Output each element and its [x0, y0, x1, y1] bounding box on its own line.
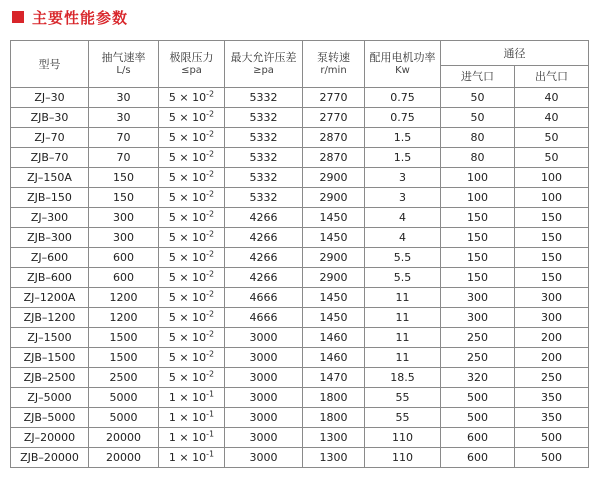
header-motor-power: 配用电机功率 Kw: [365, 41, 441, 88]
inlet-cell: 150: [441, 228, 515, 248]
outlet-cell: 200: [515, 328, 589, 348]
pressure-times-ten: × 10: [175, 151, 207, 164]
inlet-cell: 500: [441, 388, 515, 408]
table-row: [11, 228, 589, 248]
pump-speed-cell: 70: [89, 148, 159, 168]
model-cell: ZJB–2500: [11, 368, 89, 388]
pressure-mantissa: 5: [168, 211, 176, 224]
pump-speed-cell: 600: [89, 248, 159, 268]
ultimate-pressure-cell: [159, 148, 225, 168]
ultimate-pressure-cell: [159, 168, 225, 188]
outlet-cell: 500: [515, 428, 589, 448]
pressure-exponent: -1: [206, 449, 215, 459]
max-pressure-diff-cell: 3000: [225, 428, 303, 448]
ultimate-pressure-cell: [159, 348, 225, 368]
inlet-cell: 100: [441, 168, 515, 188]
pressure-exponent: -2: [206, 369, 215, 379]
pump-speed-cell: 150: [89, 188, 159, 208]
model-cell: ZJB–1200: [11, 308, 89, 328]
pressure-exponent: -2: [206, 289, 215, 299]
ultimate-pressure-cell: [159, 288, 225, 308]
table-row: [11, 148, 589, 168]
pressure-mantissa: 1: [168, 451, 176, 464]
max-pressure-diff-cell: 3000: [225, 368, 303, 388]
ultimate-pressure-cell: [159, 248, 225, 268]
pressure-times-ten: × 10: [175, 211, 207, 224]
pressure-mantissa: 5: [168, 371, 176, 384]
model-cell: ZJ–1500: [11, 328, 89, 348]
rotation-speed-cell: 2900: [303, 268, 365, 288]
pressure-mantissa: 5: [168, 151, 176, 164]
model-cell: ZJB–600: [11, 268, 89, 288]
table-row: [11, 168, 589, 188]
table-row: [11, 348, 589, 368]
ultimate-pressure-cell: [159, 108, 225, 128]
model-cell: ZJB–20000: [11, 448, 89, 468]
outlet-cell: 350: [515, 388, 589, 408]
ultimate-pressure-cell: [159, 448, 225, 468]
header-max-pressure-diff: 最大允许压差 ≥pa: [225, 41, 303, 88]
inlet-cell: 600: [441, 448, 515, 468]
max-pressure-diff-cell: 3000: [225, 348, 303, 368]
motor-power-cell: 110: [365, 428, 441, 448]
pump-speed-cell: 30: [89, 88, 159, 108]
header-bore: 通径: [441, 41, 589, 66]
rotation-speed-cell: 1300: [303, 428, 365, 448]
model-cell: ZJB–150: [11, 188, 89, 208]
ultimate-pressure-cell: [159, 428, 225, 448]
rotation-speed-cell: 1800: [303, 408, 365, 428]
pressure-times-ten: × 10: [175, 111, 207, 124]
rotation-speed-cell: 2900: [303, 188, 365, 208]
rotation-speed-cell: 1800: [303, 388, 365, 408]
table-row: [11, 248, 589, 268]
outlet-cell: 300: [515, 288, 589, 308]
ultimate-pressure-cell: [159, 128, 225, 148]
pump-speed-cell: 20000: [89, 448, 159, 468]
pressure-times-ten: × 10: [175, 451, 207, 464]
inlet-cell: 100: [441, 188, 515, 208]
pressure-times-ten: × 10: [175, 231, 207, 244]
max-pressure-diff-cell: 5332: [225, 168, 303, 188]
pressure-exponent: -2: [206, 229, 215, 239]
motor-power-cell: 11: [365, 348, 441, 368]
pressure-times-ten: × 10: [175, 251, 207, 264]
pressure-times-ten: × 10: [175, 311, 207, 324]
pump-speed-cell: 1500: [89, 348, 159, 368]
ultimate-pressure-cell: [159, 388, 225, 408]
pressure-exponent: -2: [206, 169, 215, 179]
model-cell: ZJ–150A: [11, 168, 89, 188]
outlet-cell: 100: [515, 168, 589, 188]
ultimate-pressure-cell: [159, 308, 225, 328]
ultimate-pressure-cell: [159, 208, 225, 228]
inlet-cell: 50: [441, 108, 515, 128]
motor-power-cell: 1.5: [365, 148, 441, 168]
rotation-speed-cell: 1300: [303, 448, 365, 468]
motor-power-cell: 3: [365, 188, 441, 208]
performance-table: [10, 40, 589, 468]
max-pressure-diff-cell: 4266: [225, 208, 303, 228]
rotation-speed-cell: 1470: [303, 368, 365, 388]
model-cell: ZJ–1200A: [11, 288, 89, 308]
rotation-speed-cell: 2870: [303, 128, 365, 148]
pressure-times-ten: × 10: [175, 331, 207, 344]
rotation-speed-cell: 2870: [303, 148, 365, 168]
pressure-mantissa: 5: [168, 331, 176, 344]
pressure-times-ten: × 10: [175, 271, 207, 284]
pressure-times-ten: × 10: [175, 91, 207, 104]
model-cell: ZJ–300: [11, 208, 89, 228]
outlet-cell: 40: [515, 108, 589, 128]
max-pressure-diff-cell: 4266: [225, 228, 303, 248]
outlet-cell: 150: [515, 248, 589, 268]
table-row: [11, 88, 589, 108]
section-heading: [12, 6, 128, 28]
header-rotation-speed: 泵转速 r/min: [303, 41, 365, 88]
rotation-speed-cell: 1450: [303, 288, 365, 308]
pressure-times-ten: × 10: [175, 371, 207, 384]
pressure-exponent: -2: [206, 189, 215, 199]
max-pressure-diff-cell: 3000: [225, 448, 303, 468]
max-pressure-diff-cell: 5332: [225, 88, 303, 108]
outlet-cell: 300: [515, 308, 589, 328]
pressure-exponent: -2: [206, 249, 215, 259]
heading-marker-icon: [12, 11, 24, 23]
pressure-exponent: -1: [206, 409, 215, 419]
pressure-exponent: -2: [206, 129, 215, 139]
pump-speed-cell: 20000: [89, 428, 159, 448]
pump-speed-cell: 30: [89, 108, 159, 128]
pressure-times-ten: × 10: [175, 131, 207, 144]
table-row: [11, 408, 589, 428]
model-cell: ZJ–20000: [11, 428, 89, 448]
rotation-speed-cell: 1450: [303, 208, 365, 228]
outlet-cell: 150: [515, 228, 589, 248]
model-cell: ZJB–1500: [11, 348, 89, 368]
ultimate-pressure-cell: [159, 188, 225, 208]
table-row: [11, 268, 589, 288]
max-pressure-diff-cell: 3000: [225, 408, 303, 428]
model-cell: ZJ–600: [11, 248, 89, 268]
header-outlet: 出气口: [515, 66, 589, 88]
pressure-mantissa: 5: [168, 351, 176, 364]
max-pressure-diff-cell: 4266: [225, 248, 303, 268]
inlet-cell: 320: [441, 368, 515, 388]
pressure-mantissa: 1: [168, 411, 176, 424]
motor-power-cell: 18.5: [365, 368, 441, 388]
rotation-speed-cell: 2900: [303, 168, 365, 188]
pressure-exponent: -1: [206, 429, 215, 439]
pump-speed-cell: 300: [89, 228, 159, 248]
pressure-exponent: -2: [206, 309, 215, 319]
max-pressure-diff-cell: 5332: [225, 148, 303, 168]
ultimate-pressure-cell: [159, 408, 225, 428]
inlet-cell: 50: [441, 88, 515, 108]
model-cell: ZJB–30: [11, 108, 89, 128]
inlet-cell: 500: [441, 408, 515, 428]
motor-power-cell: 4: [365, 208, 441, 228]
table-row: [11, 388, 589, 408]
outlet-cell: 150: [515, 208, 589, 228]
rotation-speed-cell: 2770: [303, 88, 365, 108]
pressure-mantissa: 1: [168, 391, 176, 404]
pump-speed-cell: 5000: [89, 408, 159, 428]
pressure-times-ten: × 10: [175, 431, 207, 444]
table-row: [11, 428, 589, 448]
motor-power-cell: 3: [365, 168, 441, 188]
header-pump-speed: 抽气速率 L/s: [89, 41, 159, 88]
motor-power-cell: 1.5: [365, 128, 441, 148]
motor-power-cell: 0.75: [365, 88, 441, 108]
model-cell: ZJB–70: [11, 148, 89, 168]
outlet-cell: 350: [515, 408, 589, 428]
pressure-mantissa: 5: [168, 111, 176, 124]
max-pressure-diff-cell: 5332: [225, 188, 303, 208]
pressure-exponent: -2: [206, 349, 215, 359]
pressure-exponent: -2: [206, 149, 215, 159]
header-ultimate-pressure: 极限压力 ≤pa: [159, 41, 225, 88]
outlet-cell: 50: [515, 148, 589, 168]
model-cell: ZJB–5000: [11, 408, 89, 428]
pressure-mantissa: 5: [168, 251, 176, 264]
pressure-mantissa: 5: [168, 271, 176, 284]
pressure-mantissa: 5: [168, 191, 176, 204]
pressure-exponent: -2: [206, 109, 215, 119]
table-row: [11, 448, 589, 468]
pressure-times-ten: × 10: [175, 171, 207, 184]
pressure-exponent: -2: [206, 89, 215, 99]
ultimate-pressure-cell: [159, 228, 225, 248]
max-pressure-diff-cell: 3000: [225, 328, 303, 348]
inlet-cell: 300: [441, 288, 515, 308]
pressure-mantissa: 5: [168, 171, 176, 184]
motor-power-cell: 11: [365, 288, 441, 308]
motor-power-cell: 4: [365, 228, 441, 248]
model-cell: ZJ–30: [11, 88, 89, 108]
table-header-row: [11, 41, 589, 66]
model-cell: ZJ–5000: [11, 388, 89, 408]
table-row: [11, 308, 589, 328]
pump-speed-cell: 5000: [89, 388, 159, 408]
max-pressure-diff-cell: 4266: [225, 268, 303, 288]
motor-power-cell: 55: [365, 388, 441, 408]
outlet-cell: 40: [515, 88, 589, 108]
pressure-mantissa: 5: [168, 311, 176, 324]
inlet-cell: 600: [441, 428, 515, 448]
ultimate-pressure-cell: [159, 328, 225, 348]
rotation-speed-cell: 1450: [303, 308, 365, 328]
page-title: 主要性能参数: [32, 8, 129, 27]
outlet-cell: 250: [515, 368, 589, 388]
rotation-speed-cell: 1460: [303, 328, 365, 348]
inlet-cell: 80: [441, 148, 515, 168]
motor-power-cell: 110: [365, 448, 441, 468]
pump-speed-cell: 600: [89, 268, 159, 288]
inlet-cell: 250: [441, 328, 515, 348]
table-row: [11, 188, 589, 208]
motor-power-cell: 5.5: [365, 248, 441, 268]
outlet-cell: 500: [515, 448, 589, 468]
model-cell: ZJB–300: [11, 228, 89, 248]
pressure-times-ten: × 10: [175, 411, 207, 424]
inlet-cell: 150: [441, 248, 515, 268]
motor-power-cell: 55: [365, 408, 441, 428]
table-row: [11, 368, 589, 388]
pump-speed-cell: 70: [89, 128, 159, 148]
model-cell: ZJ–70: [11, 128, 89, 148]
pressure-times-ten: × 10: [175, 291, 207, 304]
rotation-speed-cell: 2900: [303, 248, 365, 268]
pressure-times-ten: × 10: [175, 191, 207, 204]
inlet-cell: 250: [441, 348, 515, 368]
header-inlet: 进气口: [441, 66, 515, 88]
max-pressure-diff-cell: 4666: [225, 288, 303, 308]
header-model: 型号: [11, 41, 89, 88]
pressure-exponent: -2: [206, 329, 215, 339]
pressure-mantissa: 1: [168, 431, 176, 444]
outlet-cell: 50: [515, 128, 589, 148]
inlet-cell: 80: [441, 128, 515, 148]
outlet-cell: 150: [515, 268, 589, 288]
table-body: [11, 88, 589, 468]
ultimate-pressure-cell: [159, 268, 225, 288]
pressure-mantissa: 5: [168, 91, 176, 104]
rotation-speed-cell: 1450: [303, 228, 365, 248]
pump-speed-cell: 300: [89, 208, 159, 228]
outlet-cell: 100: [515, 188, 589, 208]
pressure-mantissa: 5: [168, 131, 176, 144]
max-pressure-diff-cell: 4666: [225, 308, 303, 328]
table-row: [11, 288, 589, 308]
pump-speed-cell: 2500: [89, 368, 159, 388]
table-row: [11, 128, 589, 148]
table-row: [11, 328, 589, 348]
inlet-cell: 150: [441, 268, 515, 288]
pressure-mantissa: 5: [168, 291, 176, 304]
table-row: [11, 108, 589, 128]
pressure-exponent: -1: [206, 389, 215, 399]
motor-power-cell: 11: [365, 308, 441, 328]
inlet-cell: 300: [441, 308, 515, 328]
motor-power-cell: 11: [365, 328, 441, 348]
motor-power-cell: 5.5: [365, 268, 441, 288]
pressure-times-ten: × 10: [175, 391, 207, 404]
max-pressure-diff-cell: 5332: [225, 108, 303, 128]
inlet-cell: 150: [441, 208, 515, 228]
pump-speed-cell: 1200: [89, 308, 159, 328]
pressure-exponent: -2: [206, 209, 215, 219]
pressure-exponent: -2: [206, 269, 215, 279]
ultimate-pressure-cell: [159, 368, 225, 388]
table-row: [11, 208, 589, 228]
pressure-mantissa: 5: [168, 231, 176, 244]
max-pressure-diff-cell: 3000: [225, 388, 303, 408]
pressure-times-ten: × 10: [175, 351, 207, 364]
pump-speed-cell: 1200: [89, 288, 159, 308]
pump-speed-cell: 150: [89, 168, 159, 188]
rotation-speed-cell: 1460: [303, 348, 365, 368]
rotation-speed-cell: 2770: [303, 108, 365, 128]
pump-speed-cell: 1500: [89, 328, 159, 348]
ultimate-pressure-cell: [159, 88, 225, 108]
motor-power-cell: 0.75: [365, 108, 441, 128]
outlet-cell: 200: [515, 348, 589, 368]
max-pressure-diff-cell: 5332: [225, 128, 303, 148]
